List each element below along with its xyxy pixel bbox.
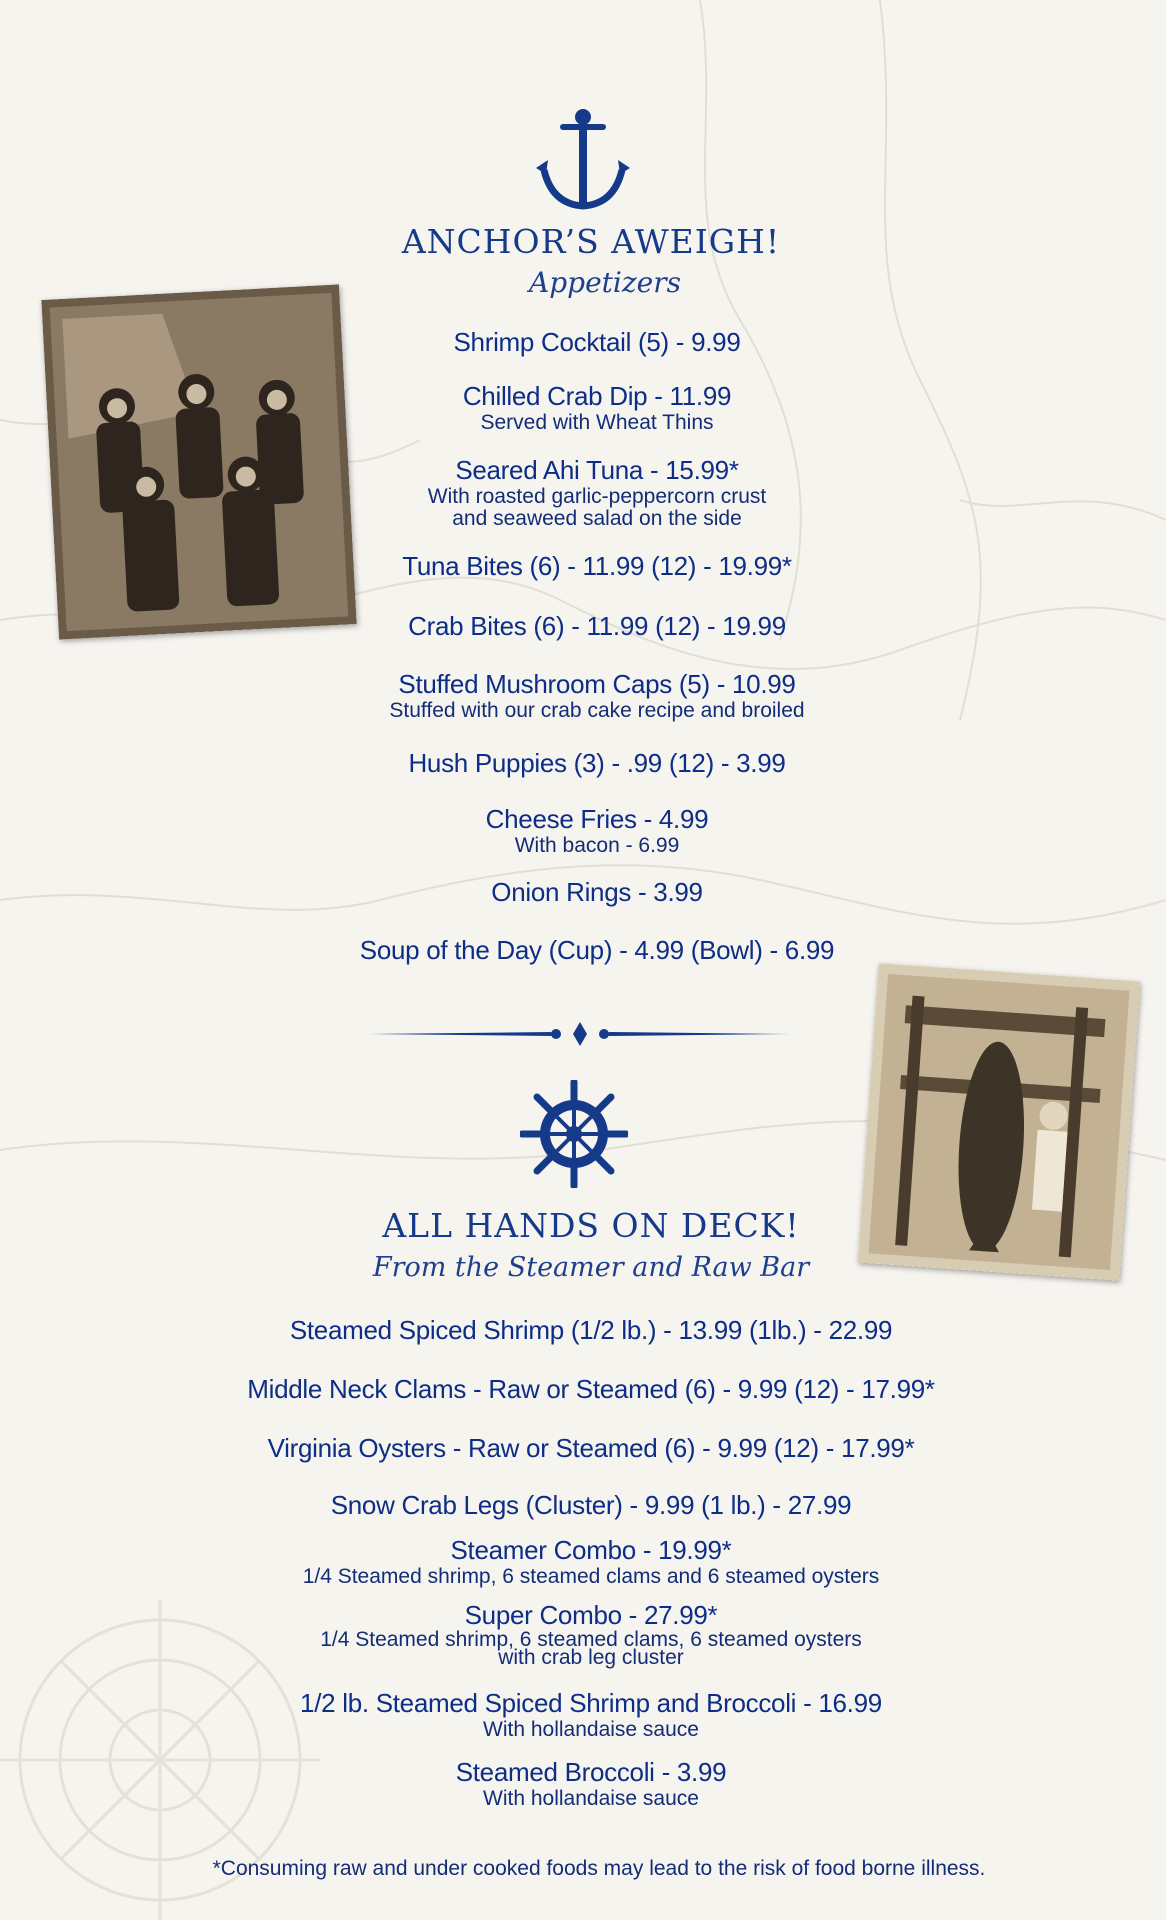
- item-description: Served with Wheat Thins: [480, 411, 714, 434]
- item-name: Cheese Fries - 4.99: [485, 804, 709, 834]
- item-name: Seared Ahi Tuna - 15.99*: [455, 455, 739, 485]
- appetizers-subheading: Appetizers: [529, 266, 681, 299]
- item-description: and seaweed salad on the side: [452, 507, 742, 530]
- item-name: 1/2 lb. Steamed Spiced Shrimp and Broccoli - 16.99: [300, 1688, 882, 1718]
- item-name: Shrimp Cocktail (5) - 9.99: [453, 327, 741, 357]
- item-description: With roasted garlic-peppercorn crust: [427, 485, 767, 508]
- item-name: Tuna Bites (6) - 11.99 (12) - 19.99*: [402, 551, 792, 581]
- menu-item: [0, 1757, 1166, 1810]
- appetizers-heading: ANCHOR’S AWEIGH!: [401, 222, 781, 261]
- steamer-heading: ALL HANDS ON DECK!: [382, 1206, 800, 1245]
- ship-wheel-icon: [520, 1080, 628, 1188]
- item-name: Steamed Spiced Shrimp (1/2 lb.) - 13.99 (1lb.) - 22.99: [289, 1315, 893, 1345]
- menu-item: [0, 1374, 1166, 1405]
- menu-item: [0, 1688, 1166, 1741]
- item-name: Crab Bites (6) - 11.99 (12) - 19.99: [408, 611, 786, 641]
- item-description: 1/4 Steamed shrimp, 6 steamed clams, 6 steamed oysters: [320, 1628, 862, 1651]
- menu-item: [0, 1535, 1166, 1588]
- item-description: with crab leg cluster: [498, 1646, 684, 1669]
- item-name: Middle Neck Clams - Raw or Steamed (6) - 9.99 (12) - 17.99*: [247, 1374, 935, 1404]
- menu-item: [0, 1433, 1166, 1464]
- menu-item: [0, 327, 1166, 358]
- item-description: 1/4 Steamed shrimp, 6 steamed clams and 6 steamed oysters: [302, 1565, 880, 1588]
- divider-ornament: [370, 1020, 790, 1048]
- item-name: Super Combo - 27.99*: [464, 1600, 718, 1630]
- menu-item: [0, 669, 1166, 722]
- menu-item: [0, 1600, 1166, 1667]
- item-description: Stuffed with our crab cake recipe and broiled: [389, 699, 805, 722]
- steamer-subheading: From the Steamer and Raw Bar: [372, 1252, 810, 1283]
- menu-item: [0, 1490, 1166, 1521]
- item-name: Virginia Oysters - Raw or Steamed (6) - 9.99 (12) - 17.99*: [267, 1433, 915, 1463]
- menu-item: [0, 551, 1166, 582]
- item-name: Stuffed Mushroom Caps (5) - 10.99: [398, 669, 796, 699]
- menu-item: [0, 804, 1166, 857]
- item-name: Soup of the Day (Cup) - 4.99 (Bowl) - 6.99: [359, 935, 835, 965]
- menu-item: [0, 381, 1166, 434]
- item-name: Steamer Combo - 19.99*: [450, 1535, 732, 1565]
- item-name: Onion Rings - 3.99: [491, 877, 703, 907]
- item-description: With hollandaise sauce: [483, 1718, 699, 1741]
- menu-item: [0, 748, 1166, 779]
- item-name: Steamed Broccoli - 3.99: [455, 1757, 727, 1787]
- item-description: With bacon - 6.99: [514, 834, 680, 857]
- menu-item: [0, 877, 1166, 908]
- menu-item: [0, 455, 1166, 530]
- anchor-icon: [532, 108, 634, 212]
- item-name: Hush Puppies (3) - .99 (12) - 3.99: [408, 748, 786, 778]
- footnote: *Consuming raw and under cooked foods may lead to the risk of food borne illness.: [212, 1857, 986, 1880]
- item-name: Snow Crab Legs (Cluster) - 9.99 (1 lb.) - 27.99: [330, 1490, 852, 1520]
- menu-item: [0, 611, 1166, 642]
- item-name: Chilled Crab Dip - 11.99: [462, 381, 732, 411]
- menu-item: [0, 1315, 1166, 1346]
- item-description: With hollandaise sauce: [483, 1787, 699, 1810]
- menu-item: [0, 935, 1166, 966]
